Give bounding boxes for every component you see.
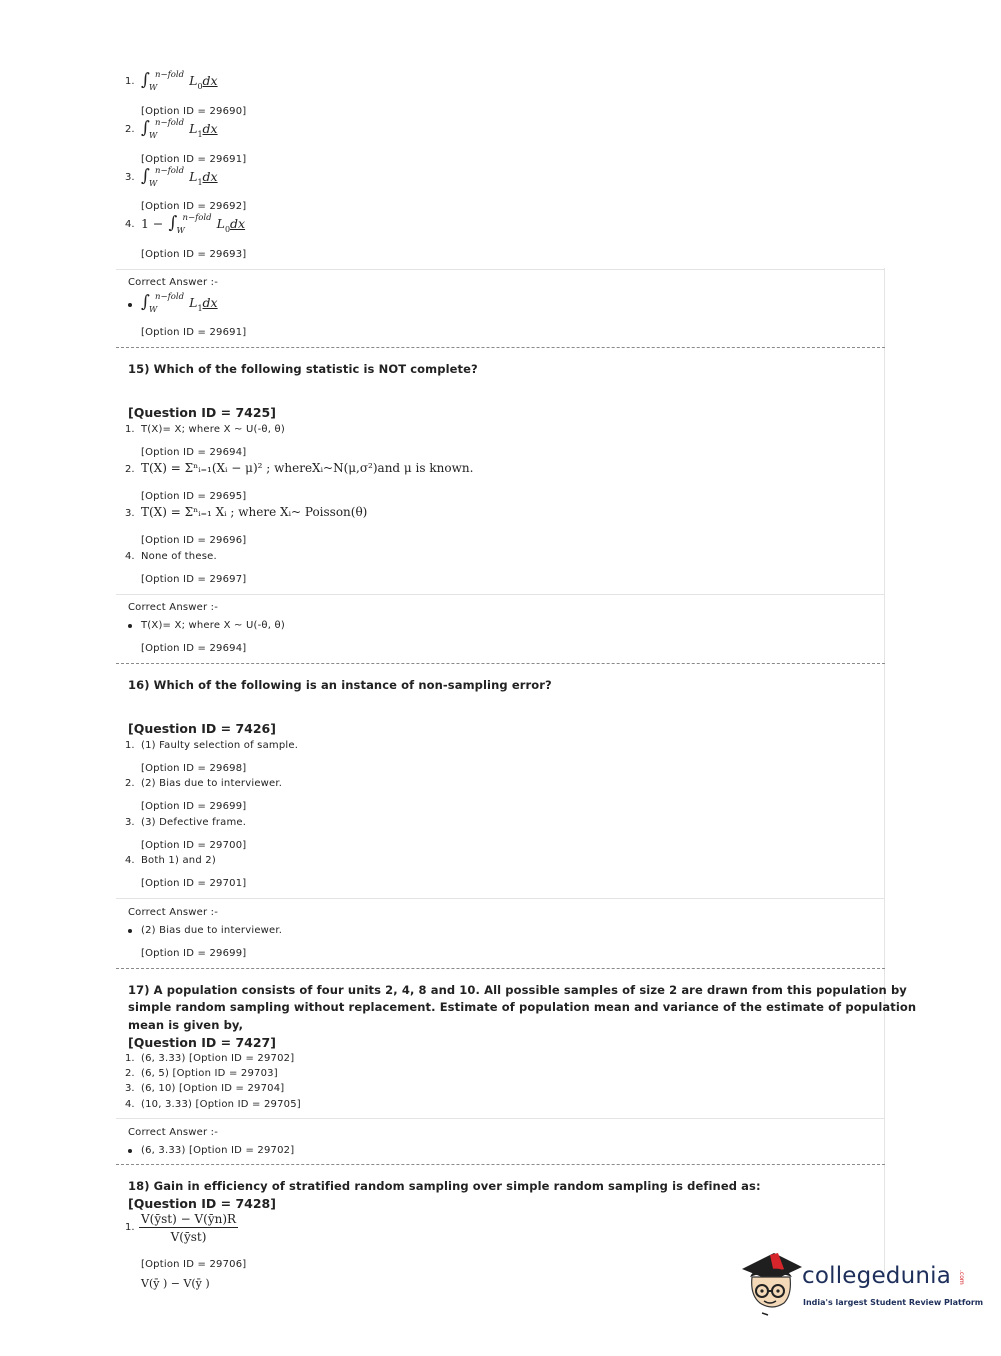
q15-correct-text: T(X)= X; where X ~ U(-θ, θ) bbox=[141, 620, 285, 631]
collegedunia-mascot-logo bbox=[740, 1247, 804, 1317]
question-separator bbox=[116, 1164, 885, 1165]
table-right-border bbox=[884, 268, 885, 1278]
q14-opt3-id: [Option ID = 29692] bbox=[141, 201, 247, 212]
q17-question-line1: 17) A population consists of four units 2, 4, 8 and 10. All possible samples of size 2 are drawn from this population by bbox=[128, 983, 907, 997]
row-divider bbox=[116, 898, 885, 899]
q17-question-line2: simple random sampling without replacement. Estimate of population mean and variance of the estimate of population bbox=[128, 1000, 917, 1014]
q14-opt2-id: [Option ID = 29691] bbox=[141, 154, 247, 165]
q15-opt3-number: 3. bbox=[125, 508, 135, 519]
q18-opt1-id: [Option ID = 29706] bbox=[141, 1259, 247, 1270]
q15-correct-label: Correct Answer :- bbox=[128, 602, 219, 613]
question-separator bbox=[116, 347, 885, 348]
q14-opt3-number: 3. bbox=[125, 172, 135, 183]
bullet-icon bbox=[128, 929, 132, 933]
q14-correct-id: [Option ID = 29691] bbox=[141, 327, 247, 338]
q14-opt1-formula: ∫ W $^{n-fold}$ $L_0dx$ bbox=[141, 69, 218, 92]
q18-opt1-formula: $\frac{\text{V(ȳst) − V(ȳn)R}}{\text{V(ȳst)}}$ bbox=[141, 1212, 237, 1244]
q17-opt1-text: (6, 3.33) [Option ID = 29702] bbox=[141, 1053, 295, 1064]
q17-question-line3: mean is given by, bbox=[128, 1018, 244, 1032]
q16-opt1-id: [Option ID = 29698] bbox=[141, 763, 247, 774]
q15-opt1-text: T(X)= X; where X ~ U(-θ, θ) bbox=[141, 424, 285, 435]
q15-opt2-formula: T(X) = Σⁿᵢ₌₁(Xᵢ − μ)² ; whereXᵢ~N(μ,σ²)and μ is known. bbox=[141, 461, 474, 475]
q17-opt4-text: (10, 3.33) [Option ID = 29705] bbox=[141, 1099, 301, 1110]
q16-opt4-id: [Option ID = 29701] bbox=[141, 878, 247, 889]
q17-opt2-text: (6, 5) [Option ID = 29703] bbox=[141, 1068, 278, 1079]
q17-question-id: [Question ID = 7427] bbox=[128, 1035, 276, 1050]
q16-question-id: [Question ID = 7426] bbox=[128, 721, 276, 736]
question-separator bbox=[116, 968, 885, 969]
q16-opt1-text: (1) Faulty selection of sample. bbox=[141, 740, 299, 751]
question-separator bbox=[116, 663, 885, 664]
brand-name: collegedunia bbox=[802, 1263, 952, 1289]
q16-opt2-number: 2. bbox=[125, 778, 135, 789]
q15-opt1-number: 1. bbox=[125, 424, 135, 435]
q18-question: 18) Gain in efficiency of stratified random sampling over simple random sampling is defined as: bbox=[128, 1179, 761, 1193]
q17-opt1-number: 1. bbox=[125, 1053, 135, 1064]
q15-question-id: [Question ID = 7425] bbox=[128, 405, 276, 420]
q17-correct-text: (6, 3.33) [Option ID = 29702] bbox=[141, 1145, 295, 1156]
q14-opt2-number: 2. bbox=[125, 124, 135, 135]
q17-correct-label: Correct Answer :- bbox=[128, 1127, 219, 1138]
q14-opt2-formula: ∫ W $^{n-fold}$ $L_1dx$ bbox=[141, 117, 218, 140]
row-divider bbox=[116, 269, 885, 270]
q15-opt4-text: None of these. bbox=[141, 551, 217, 562]
q16-opt3-text: (3) Defective frame. bbox=[141, 817, 247, 828]
q17-opt3-number: 3. bbox=[125, 1083, 135, 1094]
q16-opt2-id: [Option ID = 29699] bbox=[141, 801, 247, 812]
q16-opt2-text: (2) Bias due to interviewer. bbox=[141, 778, 283, 789]
q16-opt4-number: 4. bbox=[125, 855, 135, 866]
brand-com: .com bbox=[958, 1270, 965, 1285]
q16-correct-id: [Option ID = 29699] bbox=[141, 948, 247, 959]
bullet-icon bbox=[128, 1149, 132, 1153]
q16-opt4-text: Both 1) and 2) bbox=[141, 855, 216, 866]
q17-opt3-text: (6, 10) [Option ID = 29704] bbox=[141, 1083, 285, 1094]
row-divider bbox=[116, 594, 885, 595]
q14-opt4-formula: 1 − ∫ W $^{n-fold}$ $L_0dx$ bbox=[141, 212, 246, 235]
q17-opt4-number: 4. bbox=[125, 1099, 135, 1110]
q17-opt2-number: 2. bbox=[125, 1068, 135, 1079]
bullet-icon bbox=[128, 303, 132, 307]
q16-correct-text: (2) Bias due to interviewer. bbox=[141, 925, 283, 936]
q15-correct-id: [Option ID = 29694] bbox=[141, 643, 247, 654]
q16-opt3-number: 3. bbox=[125, 817, 135, 828]
q16-correct-label: Correct Answer :- bbox=[128, 907, 219, 918]
q15-opt2-number: 2. bbox=[125, 464, 135, 475]
q15-opt3-id: [Option ID = 29696] bbox=[141, 535, 247, 546]
q14-opt1-id: [Option ID = 29690] bbox=[141, 106, 247, 117]
q15-opt3-formula: T(X) = Σⁿᵢ₌₁ Xᵢ ; where Xᵢ~ Poisson(θ) bbox=[141, 505, 368, 519]
q18-opt2-partial: V(ȳ ) − V(ȳ ) bbox=[141, 1277, 210, 1290]
q18-opt1-number: 1. bbox=[125, 1222, 135, 1233]
row-divider bbox=[116, 1118, 885, 1119]
q14-correct-label: Correct Answer :- bbox=[128, 277, 219, 288]
q14-opt4-number: 4. bbox=[125, 219, 135, 230]
q16-opt1-number: 1. bbox=[125, 740, 135, 751]
q14-opt3-formula: ∫ W $^{n-fold}$ $L_1dx$ bbox=[141, 165, 218, 188]
bullet-icon bbox=[128, 624, 132, 628]
q15-opt1-id: [Option ID = 29694] bbox=[141, 447, 247, 458]
q15-opt4-number: 4. bbox=[125, 551, 135, 562]
q16-opt3-id: [Option ID = 29700] bbox=[141, 840, 247, 851]
q14-correct-formula: ∫ W $^{n-fold}$ $L_1dx$ bbox=[141, 291, 218, 314]
q15-opt2-id: [Option ID = 29695] bbox=[141, 491, 247, 502]
q14-opt4-id: [Option ID = 29693] bbox=[141, 249, 247, 260]
q15-opt4-id: [Option ID = 29697] bbox=[141, 574, 247, 585]
q18-question-id: [Question ID = 7428] bbox=[128, 1196, 276, 1211]
q15-question: 15) Which of the following statistic is NOT complete? bbox=[128, 362, 478, 376]
brand-tagline: India's largest Student Review Platform bbox=[803, 1298, 984, 1307]
q14-opt1-number: 1. bbox=[125, 76, 135, 87]
q16-question: 16) Which of the following is an instance of non-sampling error? bbox=[128, 678, 552, 692]
